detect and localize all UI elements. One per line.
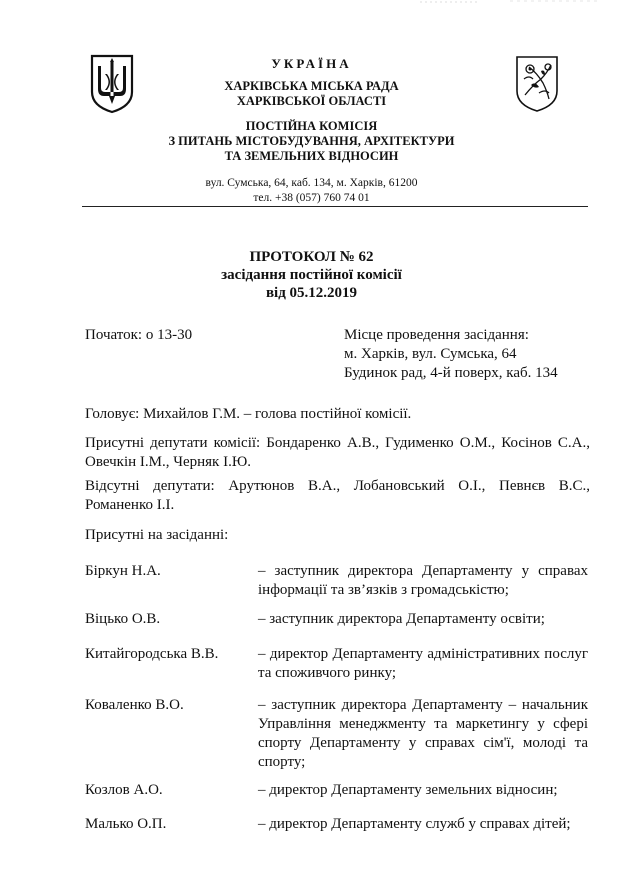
commission-line1: ПОСТІЙНА КОМІСІЯ xyxy=(245,119,378,133)
attendee-name: Китайгородська В.В. xyxy=(85,646,219,662)
present-members: Присутні депутати комісії: Бондаренко А.В., Гудименко О.М., Косінов С.А., Овечкін І.М., Черняк І.Ю. xyxy=(85,435,590,470)
commission-line3: ТА ЗЕМЕЛЬНИХ ВІДНОСИН xyxy=(224,149,399,163)
attendee-role: – директор Департаменту земельних відносин; xyxy=(258,782,558,798)
header-divider xyxy=(82,206,588,207)
city-coat-of-arms-icon xyxy=(515,55,559,113)
meeting-start: Початок: о 13-30 xyxy=(85,327,193,343)
protocol-date: від 05.12.2019 xyxy=(265,285,358,301)
commission-line2: З ПИТАНЬ МІСТОБУДУВАННЯ, АРХІТЕКТУРИ xyxy=(168,134,455,148)
attendees-heading: Присутні на засіданні: xyxy=(85,527,229,543)
attendee-name: Козлов А.О. xyxy=(85,782,163,798)
venue-room: Будинок рад, 4-й поверх, каб. 134 xyxy=(344,365,558,381)
venue-address: м. Харків, вул. Сумська, 64 xyxy=(344,346,517,362)
council-name-line1: ХАРКІВСЬКА МІСЬКА РАДА xyxy=(224,79,399,93)
scan-marks xyxy=(420,0,620,6)
protocol-number: ПРОТОКОЛ № 62 xyxy=(249,249,374,265)
attendee-role: – директор Департаменту адміністративних послуг та споживчого ринку; xyxy=(258,646,588,681)
attendee-role: – директор Департаменту служб у справах дітей; xyxy=(258,816,571,832)
address: вул. Сумська, 64, каб. 134, м. Харків, 61200 xyxy=(205,177,418,189)
attendee-name: Коваленко В.О. xyxy=(85,697,184,713)
meeting-venue xyxy=(344,326,558,383)
absent-members: Відсутні депутати: Арутюнов В.А., Лобановський О.І., Певнєв В.С., Романенко І.І. xyxy=(85,478,590,513)
document-title xyxy=(140,248,483,302)
country-name: УКРАЇНА xyxy=(271,56,352,71)
protocol-subtitle: засідання постійної комісії xyxy=(221,267,402,283)
letterhead xyxy=(140,56,483,206)
attendee-role: – заступник директора Департаменту – начальник Управління менеджменту та маркетингу у сфері спорту Департаменту у справах сім'ї, молоді та спорту; xyxy=(258,697,588,770)
attendee-role: – заступник директора Департаменту освіти; xyxy=(258,611,545,627)
venue-label: Місце проведення засідання: xyxy=(344,327,529,343)
attendee-name: Віцько О.В. xyxy=(85,611,161,627)
phone: тел. +38 (057) 760 74 01 xyxy=(253,192,370,204)
trident-icon xyxy=(88,52,136,114)
attendee-name: Біркун Н.А. xyxy=(85,563,161,579)
attendee-name: Малько О.П. xyxy=(85,816,167,832)
attendee-role: – заступник директора Департаменту у справах інформації та зв’язків з громадськістю; xyxy=(258,563,588,598)
council-name-line2: ХАРКІВСЬКОЇ ОБЛАСТІ xyxy=(236,94,387,108)
chairman-line: Головує: Михайлов Г.М. – голова постійної комісії. xyxy=(85,406,412,422)
